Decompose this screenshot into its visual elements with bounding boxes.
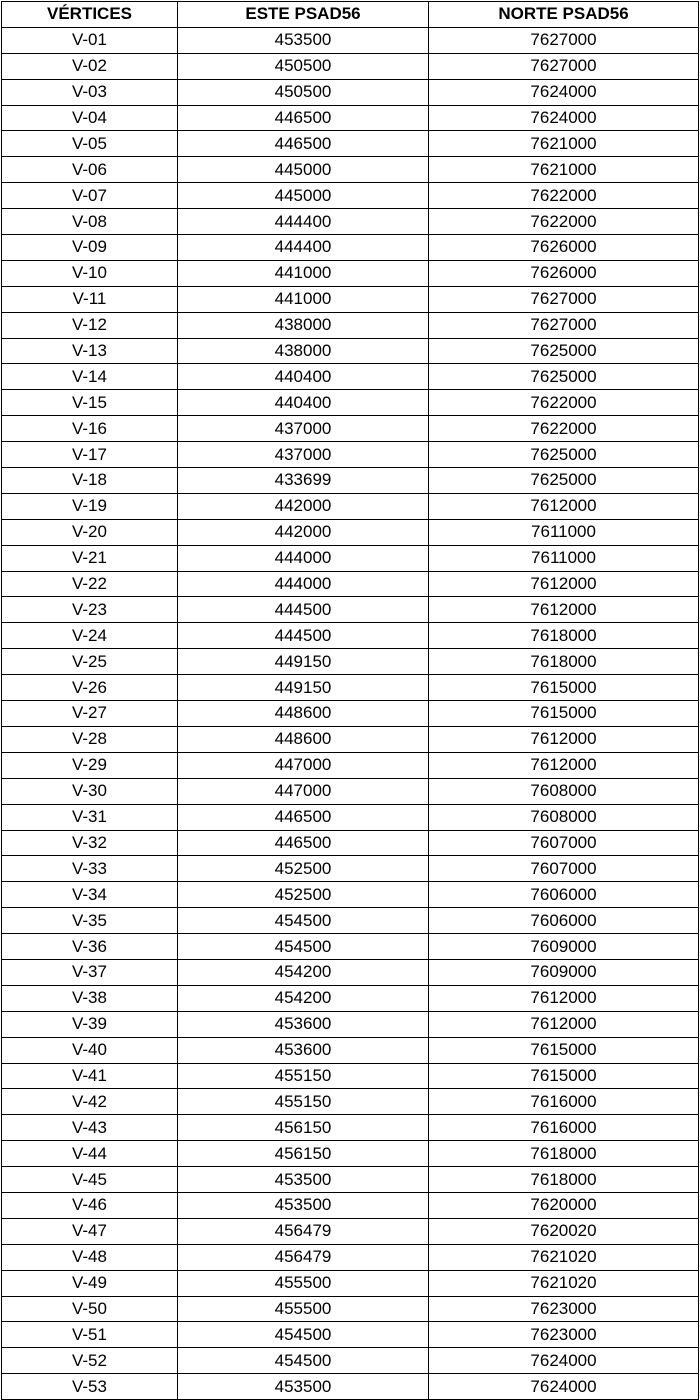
- table-row: [2, 1322, 699, 1348]
- table-row: [2, 1167, 699, 1193]
- vertex-id-cell: V-26: [2, 675, 178, 701]
- vertex-id-cell: V-17: [2, 442, 178, 468]
- vertex-id-cell: V-34: [2, 882, 178, 908]
- norte-cell: 7618000: [429, 623, 699, 649]
- este-cell: 454500: [178, 1322, 429, 1348]
- este-cell: 447000: [178, 778, 429, 804]
- norte-cell: 7618000: [429, 1141, 699, 1167]
- vertex-id-cell: V-53: [2, 1374, 178, 1400]
- table-row: [2, 959, 699, 985]
- vertex-id-cell: V-47: [2, 1218, 178, 1244]
- table-row: [2, 1141, 699, 1167]
- vertex-id-cell: V-41: [2, 1063, 178, 1089]
- vertex-id-cell: V-40: [2, 1037, 178, 1063]
- vertex-id-cell: V-06: [2, 157, 178, 183]
- norte-cell: 7627000: [429, 27, 699, 53]
- norte-cell: 7611000: [429, 519, 699, 545]
- este-cell: 449150: [178, 649, 429, 675]
- vertex-id-cell: V-52: [2, 1348, 178, 1374]
- vertex-id-cell: V-29: [2, 752, 178, 778]
- norte-cell: 7612000: [429, 726, 699, 752]
- norte-cell: 7622000: [429, 390, 699, 416]
- norte-cell: 7623000: [429, 1296, 699, 1322]
- este-cell: 444000: [178, 571, 429, 597]
- este-cell: 455150: [178, 1063, 429, 1089]
- table-row: [2, 1374, 699, 1400]
- este-cell: 456150: [178, 1115, 429, 1141]
- vertex-id-cell: V-48: [2, 1244, 178, 1270]
- norte-cell: 7615000: [429, 1037, 699, 1063]
- table-row: [2, 519, 699, 545]
- este-cell: 453600: [178, 1011, 429, 1037]
- norte-cell: 7627000: [429, 53, 699, 79]
- table-row: [2, 1089, 699, 1115]
- table-row: [2, 312, 699, 338]
- este-cell: 441000: [178, 286, 429, 312]
- este-cell: 442000: [178, 519, 429, 545]
- norte-cell: 7621020: [429, 1244, 699, 1270]
- norte-cell: 7612000: [429, 752, 699, 778]
- norte-cell: 7625000: [429, 442, 699, 468]
- norte-cell: 7622000: [429, 209, 699, 235]
- table-row: [2, 235, 699, 261]
- este-cell: 444400: [178, 209, 429, 235]
- norte-cell: 7621000: [429, 157, 699, 183]
- table-row: [2, 1348, 699, 1374]
- vertex-id-cell: V-27: [2, 701, 178, 727]
- este-cell: 454200: [178, 959, 429, 985]
- table-row: [2, 1063, 699, 1089]
- este-cell: 446500: [178, 830, 429, 856]
- este-cell: 446500: [178, 131, 429, 157]
- vertex-id-cell: V-25: [2, 649, 178, 675]
- vertex-id-cell: V-13: [2, 338, 178, 364]
- vertex-id-cell: V-35: [2, 908, 178, 934]
- norte-cell: 7615000: [429, 701, 699, 727]
- vertex-id-cell: V-44: [2, 1141, 178, 1167]
- table-row: [2, 468, 699, 494]
- table-row: [2, 183, 699, 209]
- este-cell: 438000: [178, 338, 429, 364]
- este-cell: 445000: [178, 157, 429, 183]
- norte-cell: 7620020: [429, 1218, 699, 1244]
- vertex-id-cell: V-07: [2, 183, 178, 209]
- norte-cell: 7611000: [429, 545, 699, 571]
- header-norte-psad56: NORTE PSAD56: [429, 2, 699, 28]
- table-row: [2, 416, 699, 442]
- vertex-id-cell: V-30: [2, 778, 178, 804]
- norte-cell: 7626000: [429, 235, 699, 261]
- table-row: [2, 985, 699, 1011]
- este-cell: 438000: [178, 312, 429, 338]
- table-row: [2, 934, 699, 960]
- norte-cell: 7615000: [429, 1063, 699, 1089]
- norte-cell: 7620000: [429, 1192, 699, 1218]
- table-row: [2, 545, 699, 571]
- table-row: [2, 27, 699, 53]
- norte-cell: 7616000: [429, 1089, 699, 1115]
- norte-cell: 7627000: [429, 312, 699, 338]
- table-header: [2, 2, 699, 28]
- header-vertices: VÉRTICES: [2, 2, 178, 28]
- vertex-id-cell: V-37: [2, 959, 178, 985]
- table-row: [2, 804, 699, 830]
- norte-cell: 7624000: [429, 1374, 699, 1400]
- este-cell: 444500: [178, 623, 429, 649]
- table-row: [2, 157, 699, 183]
- norte-cell: 7607000: [429, 856, 699, 882]
- norte-cell: 7624000: [429, 1348, 699, 1374]
- vertex-id-cell: V-08: [2, 209, 178, 235]
- table-row: [2, 79, 699, 105]
- norte-cell: 7612000: [429, 985, 699, 1011]
- table-row: [2, 493, 699, 519]
- vertex-id-cell: V-16: [2, 416, 178, 442]
- vertices-coordinates-table: [1, 1, 699, 1400]
- vertex-id-cell: V-49: [2, 1270, 178, 1296]
- norte-cell: 7609000: [429, 934, 699, 960]
- este-cell: 453500: [178, 1192, 429, 1218]
- header-este-psad56: ESTE PSAD56: [178, 2, 429, 28]
- vertex-id-cell: V-28: [2, 726, 178, 752]
- vertex-id-cell: V-24: [2, 623, 178, 649]
- este-cell: 444500: [178, 597, 429, 623]
- table-body: [2, 27, 699, 1399]
- este-cell: 453500: [178, 1167, 429, 1193]
- table-row: [2, 1011, 699, 1037]
- vertex-id-cell: V-45: [2, 1167, 178, 1193]
- norte-cell: 7625000: [429, 364, 699, 390]
- este-cell: 452500: [178, 882, 429, 908]
- table-row: [2, 260, 699, 286]
- norte-cell: 7609000: [429, 959, 699, 985]
- vertex-id-cell: V-14: [2, 364, 178, 390]
- norte-cell: 7622000: [429, 183, 699, 209]
- norte-cell: 7624000: [429, 105, 699, 131]
- este-cell: 441000: [178, 260, 429, 286]
- vertex-id-cell: V-50: [2, 1296, 178, 1322]
- vertex-id-cell: V-21: [2, 545, 178, 571]
- header-row: [2, 2, 699, 28]
- vertex-id-cell: V-11: [2, 286, 178, 312]
- norte-cell: 7616000: [429, 1115, 699, 1141]
- norte-cell: 7615000: [429, 675, 699, 701]
- vertex-id-cell: V-09: [2, 235, 178, 261]
- table-row: [2, 571, 699, 597]
- vertex-id-cell: V-04: [2, 105, 178, 131]
- table-row: [2, 701, 699, 727]
- este-cell: 456479: [178, 1218, 429, 1244]
- table-row: [2, 53, 699, 79]
- table-row: [2, 752, 699, 778]
- vertex-id-cell: V-33: [2, 856, 178, 882]
- vertex-id-cell: V-31: [2, 804, 178, 830]
- vertex-id-cell: V-01: [2, 27, 178, 53]
- este-cell: 453600: [178, 1037, 429, 1063]
- este-cell: 454500: [178, 934, 429, 960]
- este-cell: 448600: [178, 701, 429, 727]
- vertex-id-cell: V-12: [2, 312, 178, 338]
- table-row: [2, 209, 699, 235]
- este-cell: 456479: [178, 1244, 429, 1270]
- este-cell: 454500: [178, 908, 429, 934]
- table-row: [2, 442, 699, 468]
- norte-cell: 7612000: [429, 597, 699, 623]
- table-row: [2, 131, 699, 157]
- vertex-id-cell: V-39: [2, 1011, 178, 1037]
- norte-cell: 7623000: [429, 1322, 699, 1348]
- norte-cell: 7622000: [429, 416, 699, 442]
- este-cell: 449150: [178, 675, 429, 701]
- vertex-id-cell: V-46: [2, 1192, 178, 1218]
- este-cell: 450500: [178, 79, 429, 105]
- table-row: [2, 675, 699, 701]
- table-row: [2, 623, 699, 649]
- vertex-id-cell: V-22: [2, 571, 178, 597]
- norte-cell: 7612000: [429, 571, 699, 597]
- norte-cell: 7618000: [429, 649, 699, 675]
- table-row: [2, 1115, 699, 1141]
- este-cell: 444400: [178, 235, 429, 261]
- table-row: [2, 830, 699, 856]
- norte-cell: 7606000: [429, 882, 699, 908]
- norte-cell: 7612000: [429, 493, 699, 519]
- norte-cell: 7626000: [429, 260, 699, 286]
- table-row: [2, 597, 699, 623]
- vertex-id-cell: V-43: [2, 1115, 178, 1141]
- norte-cell: 7627000: [429, 286, 699, 312]
- este-cell: 442000: [178, 493, 429, 519]
- table-row: [2, 908, 699, 934]
- table-row: [2, 364, 699, 390]
- norte-cell: 7625000: [429, 468, 699, 494]
- norte-cell: 7624000: [429, 79, 699, 105]
- este-cell: 452500: [178, 856, 429, 882]
- table-row: [2, 390, 699, 416]
- este-cell: 453500: [178, 1374, 429, 1400]
- este-cell: 440400: [178, 390, 429, 416]
- norte-cell: 7621020: [429, 1270, 699, 1296]
- este-cell: 453500: [178, 27, 429, 53]
- vertex-id-cell: V-18: [2, 468, 178, 494]
- vertex-id-cell: V-02: [2, 53, 178, 79]
- table-row: [2, 726, 699, 752]
- este-cell: 444000: [178, 545, 429, 571]
- este-cell: 437000: [178, 442, 429, 468]
- vertex-id-cell: V-05: [2, 131, 178, 157]
- este-cell: 447000: [178, 752, 429, 778]
- este-cell: 455500: [178, 1270, 429, 1296]
- norte-cell: 7608000: [429, 804, 699, 830]
- este-cell: 440400: [178, 364, 429, 390]
- table-row: [2, 1192, 699, 1218]
- norte-cell: 7625000: [429, 338, 699, 364]
- table-row: [2, 105, 699, 131]
- este-cell: 454500: [178, 1348, 429, 1374]
- este-cell: 446500: [178, 105, 429, 131]
- norte-cell: 7607000: [429, 830, 699, 856]
- norte-cell: 7612000: [429, 1011, 699, 1037]
- este-cell: 448600: [178, 726, 429, 752]
- vertex-id-cell: V-03: [2, 79, 178, 105]
- table-row: [2, 1218, 699, 1244]
- norte-cell: 7621000: [429, 131, 699, 157]
- este-cell: 455150: [178, 1089, 429, 1115]
- table-row: [2, 649, 699, 675]
- este-cell: 446500: [178, 804, 429, 830]
- norte-cell: 7618000: [429, 1167, 699, 1193]
- este-cell: 454200: [178, 985, 429, 1011]
- vertex-id-cell: V-23: [2, 597, 178, 623]
- norte-cell: 7606000: [429, 908, 699, 934]
- table-row: [2, 338, 699, 364]
- table-row: [2, 1244, 699, 1270]
- vertex-id-cell: V-42: [2, 1089, 178, 1115]
- este-cell: 455500: [178, 1296, 429, 1322]
- table-row: [2, 286, 699, 312]
- vertex-id-cell: V-10: [2, 260, 178, 286]
- vertex-id-cell: V-36: [2, 934, 178, 960]
- table-row: [2, 1037, 699, 1063]
- vertex-id-cell: V-32: [2, 830, 178, 856]
- vertex-id-cell: V-51: [2, 1322, 178, 1348]
- table-row: [2, 1270, 699, 1296]
- este-cell: 445000: [178, 183, 429, 209]
- vertex-id-cell: V-15: [2, 390, 178, 416]
- vertex-id-cell: V-19: [2, 493, 178, 519]
- vertex-id-cell: V-38: [2, 985, 178, 1011]
- table-row: [2, 1296, 699, 1322]
- este-cell: 450500: [178, 53, 429, 79]
- este-cell: 456150: [178, 1141, 429, 1167]
- vertex-id-cell: V-20: [2, 519, 178, 545]
- table-row: [2, 856, 699, 882]
- este-cell: 433699: [178, 468, 429, 494]
- table-row: [2, 778, 699, 804]
- norte-cell: 7608000: [429, 778, 699, 804]
- este-cell: 437000: [178, 416, 429, 442]
- table-row: [2, 882, 699, 908]
